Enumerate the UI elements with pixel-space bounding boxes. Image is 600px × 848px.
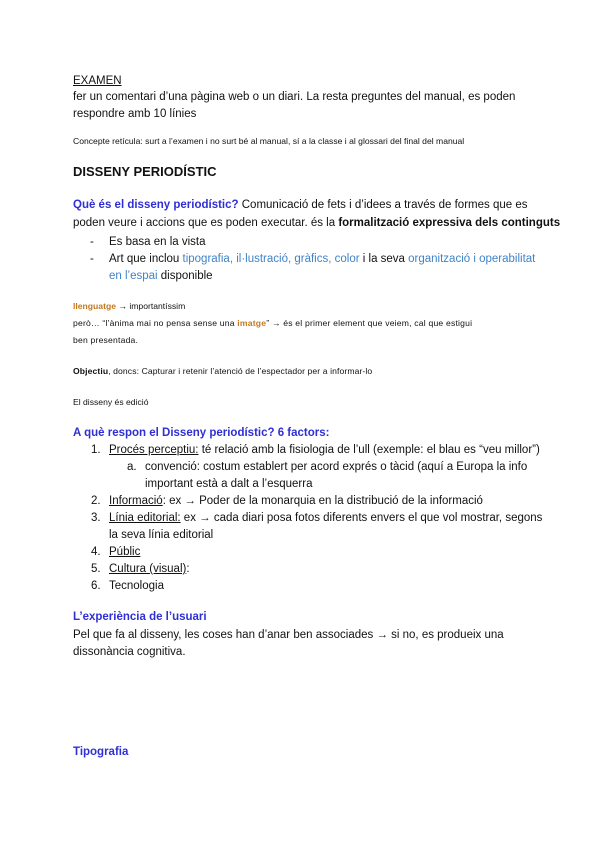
factor-num: 4. (91, 546, 101, 558)
factor-num: 5. (91, 563, 101, 575)
exam-line-1: fer un comentari d’una pàgina web o un diari. La resta preguntes del manual, es poden (73, 91, 516, 103)
intro-line-1: Què és el disseny periodístic? Comunicació de fets i d’idees a través de formes que es (73, 199, 528, 211)
bullet-dash: - (90, 236, 94, 248)
sub-item-line-1: convenció: costum establert per acord exprés o tàcid (aquí a Europa la info (145, 461, 528, 473)
llenguatge-label: llenguatge (73, 301, 116, 311)
imatge-line: però… “l’ànima mai no pensa sense una imatge” → és el primer element que veiem, cal que estigui (73, 318, 473, 328)
objectiu-line: Objectiu, doncs: Capturar i retenir l’atenció de l’espectador per a informar-lo (73, 366, 373, 376)
factor-item-4: Públic (109, 546, 141, 558)
bullet-1: Es basa en la vista (109, 236, 206, 248)
exam-line-2: respondre amb 10 línies (73, 108, 197, 120)
factor-item-2: Informació: ex → Poder de la monarquia en la distribució de la informació (109, 495, 483, 507)
experiencia-heading: L’experiència de l’usuari (73, 611, 207, 623)
intro-question: Què és el disseny periodístic? (73, 199, 239, 211)
tipografia-heading: Tipografia (73, 746, 129, 758)
factor-item-6: Tecnologia (109, 580, 164, 592)
intro-line-2: poden veure i accions que es poden executar. és la formalització expressiva dels continguts (73, 217, 561, 229)
factor-num: 3. (91, 512, 101, 524)
factor-num: 6. (91, 580, 101, 592)
factor-num: 1. (91, 444, 101, 456)
intro-bold: formalització expressiva dels continguts (338, 217, 561, 229)
imatge-line-cont: ben presentada. (73, 335, 139, 345)
factor-num: 2. (91, 495, 101, 507)
factor-item-3: Línia editorial: ex → cada diari posa fotos diferents envers el que vol mostrar, segons (109, 512, 543, 524)
factor-item-1: Procés perceptiu: té relació amb la fisiologia de l’ull (exemple: el blau es “veu millor”) (109, 444, 540, 456)
llenguatge-line: llenguatge → importantíssim (73, 301, 186, 311)
edicio-line: El disseny és edició (73, 397, 149, 407)
bullet-2-cont: en l’espai disponible (109, 270, 213, 282)
imatge-word: imatge (237, 318, 267, 328)
factor-item-3-cont: la seva línia editorial (109, 529, 214, 541)
experiencia-line-1: Pel que fa al disseny, les coses han d’anar ben associades → si no, es produeix una (73, 629, 504, 641)
factor-item-5: Cultura (visual): (109, 563, 190, 575)
bullet-2: Art que inclou tipografia, il·lustració, gràfics, color i la seva organització i operabilitat (109, 253, 536, 265)
sub-item-line-2: important està a dalt a l’esquerra (145, 478, 313, 490)
sub-marker: a. (127, 461, 137, 473)
bullet-dash: - (90, 253, 94, 265)
experiencia-line-2: dissonància cognitiva. (73, 646, 186, 658)
reticula-note: Concepte retícula: surt a l’examen i no surt bé al manual, sí a la classe i al glossari del final del manual (73, 136, 465, 146)
factors-heading: A què respon el Disseny periodístic? 6 factors: (73, 427, 330, 439)
section-title: DISSENY PERIODÍSTIC (73, 164, 217, 179)
exam-heading: EXAMEN (73, 75, 122, 87)
objectiu-label: Objectiu (73, 366, 109, 376)
